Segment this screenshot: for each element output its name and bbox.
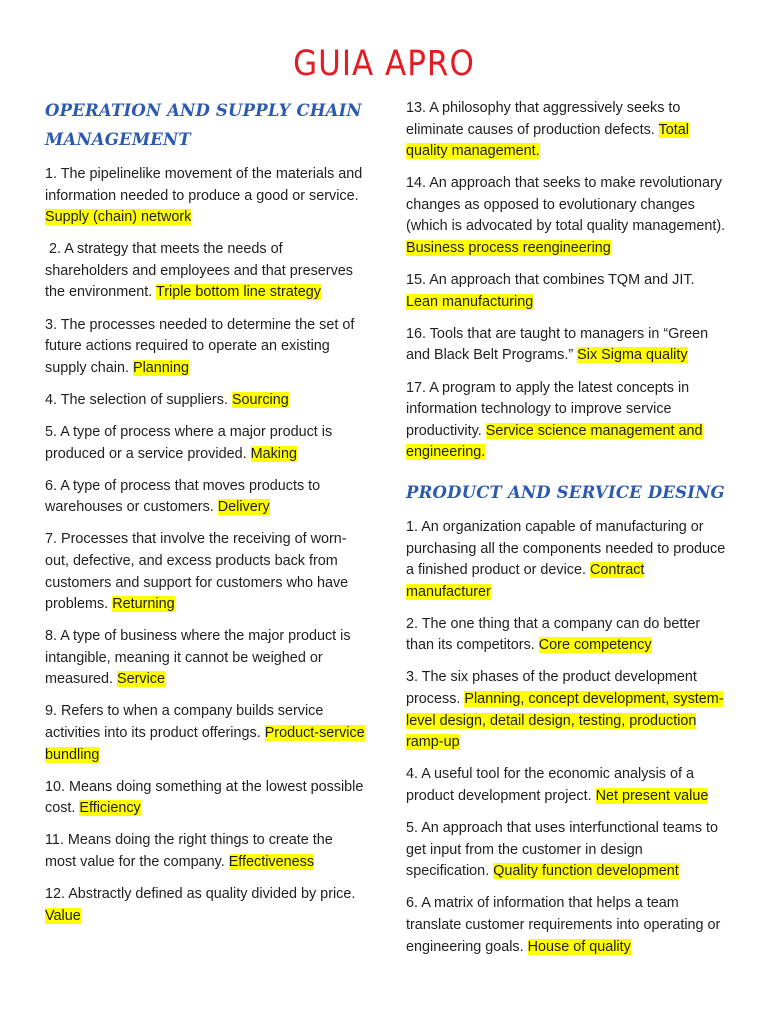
question-text: 13. A philosophy that aggressively seeks to eliminate causes of production defects. bbox=[406, 100, 681, 138]
list-item bbox=[406, 173, 726, 259]
answer-highlight: Product-service bundling bbox=[45, 725, 365, 763]
answer-highlight: Efficiency bbox=[79, 800, 141, 817]
question-text: 12. Abstractly defined as quality divided by price. bbox=[45, 886, 356, 903]
answer-highlight: Triple bottom line strategy bbox=[155, 284, 321, 301]
answer-highlight: Sourcing bbox=[231, 391, 289, 408]
list-item bbox=[45, 777, 365, 820]
answer-highlight: Business process reengineering bbox=[406, 240, 611, 257]
section-heading-product-design: PRODUCT AND SERVICE DESING bbox=[406, 482, 725, 502]
question-text: 7. Processes that involve the receiving of worn-out, defective, and excess products back from customers and support for customers who have problems. bbox=[45, 531, 349, 613]
answer-highlight: Planning bbox=[133, 359, 190, 376]
list-item bbox=[45, 315, 365, 380]
list-item bbox=[45, 422, 365, 465]
list-item bbox=[406, 614, 726, 657]
answer-highlight: Supply (chain) network bbox=[45, 209, 192, 226]
question-text: 4. The selection of suppliers. bbox=[45, 391, 228, 408]
question-text: 17. A program to apply the latest concepts in information technology to improve service productivity. bbox=[406, 379, 690, 439]
list-item bbox=[406, 98, 726, 163]
answer-highlight: Core competency bbox=[538, 637, 652, 654]
list-item bbox=[45, 884, 365, 927]
question-text: 3. The processes needed to determine the set of future actions required to operate an existing supply chain. bbox=[45, 316, 355, 376]
list-item bbox=[45, 529, 365, 615]
answer-highlight: Returning bbox=[112, 596, 175, 613]
question-text: 11. Means doing the right things to create the most value for the company. bbox=[45, 832, 333, 871]
answer-highlight: Total quality management. bbox=[406, 121, 689, 160]
question-text: 1. An organization capable of manufacturing or purchasing all the components needed to produce a finished product or device. bbox=[406, 518, 726, 579]
question-text: 5. An approach that uses interfunctional teams to get input from the customer in design specification. bbox=[406, 820, 718, 880]
list-item bbox=[45, 830, 365, 873]
question-text: 2. A strategy that meets the needs of shareholders and employees and that preserves the environment. bbox=[45, 241, 357, 301]
question-text: 8. A type of business where the major product is intangible, meaning it cannot be weighed or measured. bbox=[45, 628, 351, 688]
question-text: 10. Means doing something at the lowest possible cost. bbox=[45, 778, 364, 817]
list-item bbox=[45, 239, 365, 304]
list-item bbox=[45, 626, 365, 691]
question-text: 6. A matrix of information that helps a team translate customer requirements into operating or engineering goals. bbox=[406, 895, 721, 955]
answer-highlight: Quality function development bbox=[493, 863, 679, 880]
answer-highlight: Net present value bbox=[595, 787, 709, 804]
question-text: 1. The pipelinelike movement of the materials and information needed to produce a good or service. bbox=[45, 166, 363, 204]
answer-highlight: Delivery bbox=[217, 499, 270, 516]
answer-highlight: Service science management and engineering. bbox=[406, 422, 703, 461]
answer-highlight: House of quality bbox=[527, 938, 631, 955]
answer-highlight: Lean manufacturing bbox=[406, 293, 534, 310]
list-item bbox=[45, 164, 365, 229]
list-item bbox=[45, 701, 365, 766]
question-text: 5. A type of process where a major product is produced or a service provided. bbox=[45, 423, 333, 462]
answer-highlight: Service bbox=[117, 671, 165, 688]
answer-highlight: Making bbox=[250, 445, 297, 462]
list-item bbox=[406, 324, 726, 367]
answer-highlight: Effectiveness bbox=[228, 854, 315, 871]
list-item bbox=[406, 270, 726, 313]
list-item bbox=[406, 667, 726, 753]
list-item bbox=[406, 893, 726, 958]
question-text: 14. An approach that seeks to make revolutionary changes as opposed to evolutionary changes (which is advocated by total quality management). bbox=[406, 175, 726, 235]
answer-highlight: Contract manufacturer bbox=[406, 562, 645, 600]
question-text: 15. An approach that combines TQM and JIT. bbox=[406, 272, 695, 289]
list-item bbox=[406, 378, 726, 464]
list-item bbox=[406, 818, 726, 883]
question-text: 4. A useful tool for the economic analysis of a product development project. bbox=[406, 766, 694, 804]
answer-highlight: Planning, concept development, system-level design, detail design, testing, production ramp-up bbox=[406, 691, 724, 751]
list-item bbox=[406, 517, 726, 603]
answer-highlight: Six Sigma quality bbox=[577, 347, 688, 364]
list-item bbox=[406, 764, 726, 807]
right-column bbox=[406, 98, 726, 969]
list-item bbox=[45, 476, 365, 519]
question-text: 2. The one thing that a company can do better than its competitors. bbox=[406, 615, 701, 654]
question-text: 3. The six phases of the product development process. bbox=[406, 669, 697, 708]
answer-highlight: Value bbox=[45, 907, 81, 924]
section-heading-operations: OPERATION AND SUPPLY CHAIN MANAGEMENT bbox=[45, 101, 362, 149]
page-title: GUIA APRO bbox=[293, 43, 475, 85]
question-text: 6. A type of process that moves products to warehouses or customers. bbox=[45, 477, 321, 516]
question-text: 9. Refers to when a company builds service activities into its product offerings. bbox=[45, 703, 324, 742]
list-item bbox=[45, 390, 365, 412]
question-text: 16. Tools that are taught to managers in “Green and Black Belt Programs.” bbox=[406, 325, 709, 364]
left-column bbox=[45, 96, 365, 938]
